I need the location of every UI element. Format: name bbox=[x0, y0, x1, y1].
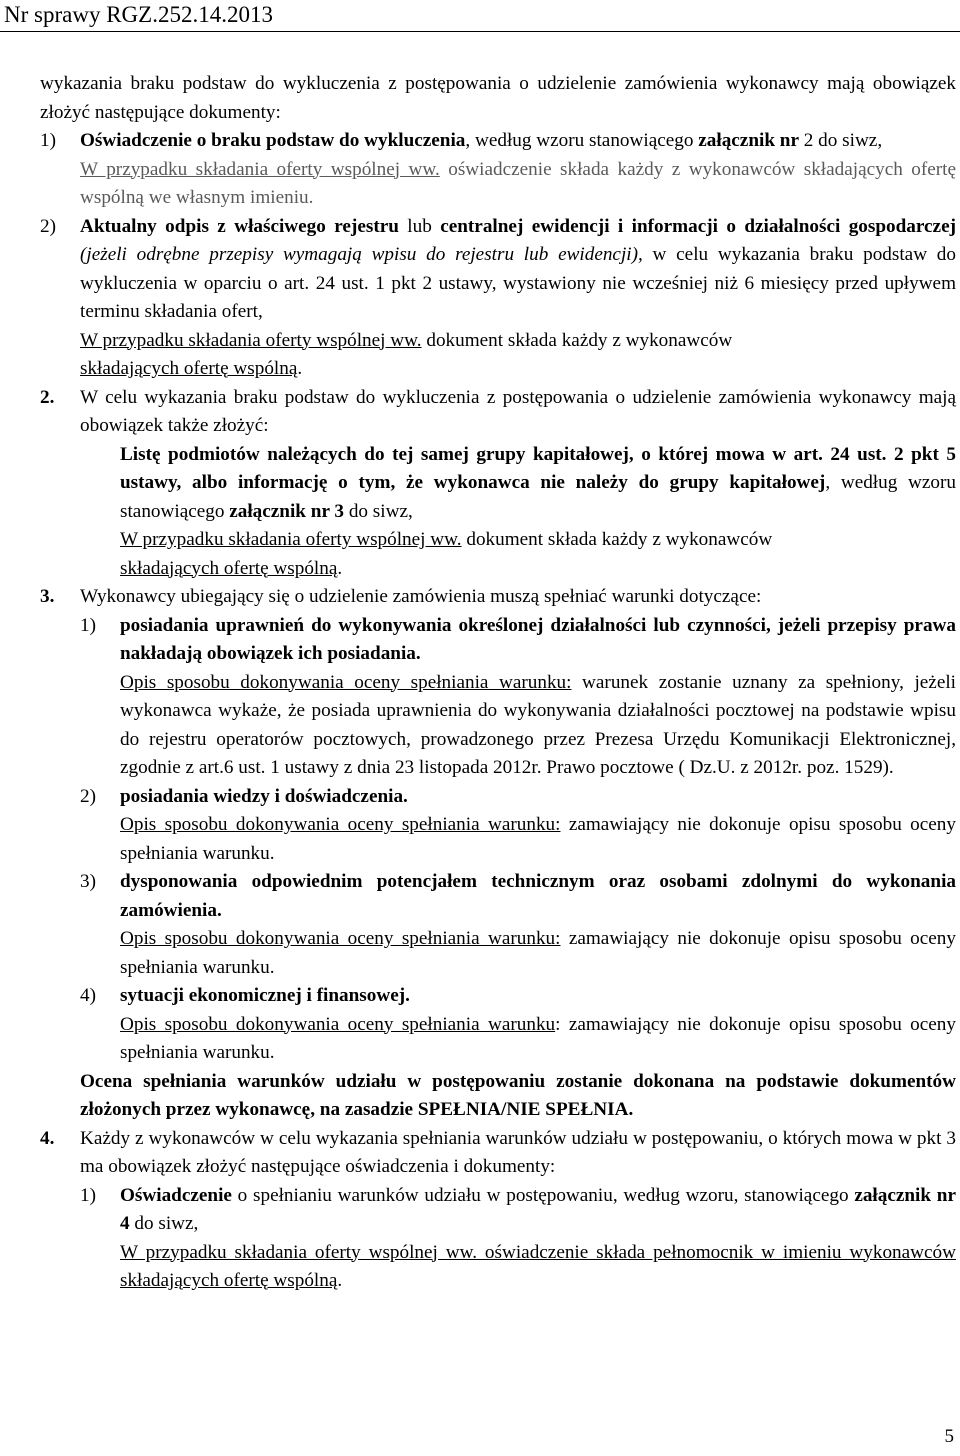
joint-offer-note: W przypadku składania oferty wspólnej ww. dokument składa każdy z wykonawców składających ofertę wspólną. bbox=[120, 529, 773, 579]
section-2: 2. W celu wykazania braku podstaw do wykluczenia z postępowania o udzielenie zamówienia wykonawcy mają obowiązek także złożyć: Listę podmiotów należących do tej samej grupy kapitałowej, o której mowa w art. 24 ust. 2 pkt 5 ustawy, albo informację o tym, że wykonawca nie należy do grupy kapitałowej, według wzoru stanowiącego załącznik nr 3 do siwz, W przypadku składania oferty wspólnej ww. dokument składa każdy z wykonawców składających ofertę wspólną. bbox=[40, 384, 956, 584]
item-number: 1) bbox=[40, 130, 56, 151]
section-number: 3. bbox=[40, 586, 55, 607]
list-item-1-2: 2) Aktualny odpis z właściwego rejestru lub centralnej ewidencji i informacji o działalności gospodarczej (jeżeli odrębne przepisy wymagają wpisu do rejestru lub ewidencji), w celu wykazania braku podstaw do wykluczenia w oparciu o art. 24 ust. 1 pkt 2 ustawy, wystawiony nie wcześniej niż 6 miesięcy przed upływem terminu składania ofert, W przypadku składania oferty wspólnej ww. dokument składa każdy z wykonawców składających ofertę wspólną. bbox=[40, 213, 956, 384]
condition-item-1: 1) posiadania uprawnień do wykonywania określonej działalności lub czynności, jeżeli przepisy prawa nakładają obowiązek ich posiadania. Opis sposobu dokonywania oceny spełniania warunku: warunek zostanie uznany za spełniony, jeżeli wykonawca wykaże, że posiada uprawnienia do wykonywania działalności pocztowej na podstawie wpisu do rejestru operatorów pocztowych, prowadzonego przez Prezesa Urzędu Komunikacji Elektronicznej, zgodnie z art.6 ust. 1 ustawy z dnia 23 listopada 2012r. Prawo pocztowe ( Dz.U. z 2012r. poz. 1529). bbox=[80, 614, 956, 778]
section-4: 4. Każdy z wykonawców w celu wykazania spełniania warunków udziału w postępowaniu, o których mowa w pkt 3 ma obowiązek złożyć następujące oświadczenia i dokumenty: 1) Oświadczenie o spełnianiu warunków udziału w postępowaniu, według wzoru, stanowiącego załącznik nr 4 do siwz, W przypadku składania oferty wspólnej ww. oświadczenie składa pełnomocnik w imieniu wykonawców składających ofertę wspólną. bbox=[40, 1125, 956, 1296]
item-title: Aktualny odpis z właściwego rejestru bbox=[80, 215, 399, 237]
document-item-1: 1) Oświadczenie o spełnianiu warunków udziału w postępowaniu, według wzoru, stanowiącego załącznik nr 4 do siwz, W przypadku składania oferty wspólnej ww. oświadczenie składa pełnomocnik w imieniu wykonawców składających ofertę wspólną. bbox=[80, 1182, 956, 1296]
page-number: 5 bbox=[944, 1426, 954, 1447]
joint-offer-note: W przypadku składania oferty wspólnej ww. oświadczenie składa pełnomocnik w imieniu wykonawców składających ofertę wspólną. bbox=[120, 1241, 956, 1291]
item-number: 2) bbox=[40, 215, 56, 237]
assessment-closing: Ocena spełniania warunków udziału w postępowaniu zostanie dokonana na podstawie dokumentów złożonych przez wykonawcę, na zasadzie SPEŁNIA/NIE SPEŁNIA. bbox=[80, 1070, 956, 1120]
list-item-1-1: 1) Oświadczenie o braku podstaw do wykluczenia, według wzoru stanowiącego załącznik nr 2 do siwz, W przypadku składania oferty wspólnej ww. oświadczenie składa każdy z wykonawców składających ofertę wspólną we własnym imieniu. bbox=[40, 127, 956, 213]
joint-offer-note: W przypadku składania oferty wspólnej ww. oświadczenie składa każdy z wykonawców składających ofertę wspólną we własnym imieniu. bbox=[80, 158, 956, 208]
intro-paragraph: wykazania braku podstaw do wykluczenia z postępowania o udzielenie zamówienia wykonawcy mają obowiązek złożyć następujące dokumenty: bbox=[40, 73, 956, 123]
section-number: 2. bbox=[40, 386, 55, 408]
case-number-header: Nr sprawy RGZ.252.14.2013 bbox=[4, 2, 273, 27]
section-3: 3. Wykonawcy ubiegający się o udzielenie zamówienia muszą spełniać warunki dotyczące: 1) posiadania uprawnień do wykonywania określonej działalności lub czynności, jeżeli przepisy prawa nakładają obowiązek ich posiadania. Opis sposobu dokonywania oceny spełniania warunku: warunek zostanie uznany za spełniony, jeżeli wykonawca wykaże, że posiada uprawnienia do wykonywania działalności pocztowej na podstawie wpisu do rejestru operatorów pocztowych, prowadzonego przez Prezesa Urzędu Komunikacji Elektronicznej, zgodnie z art.6 ust. 1 ustawy z dnia 23 listopada 2012r. Prawo pocztowe ( Dz.U. z 2012r. poz. 1529). 2) posiadania wiedzy i doświadczenia. Opis sposobu dokonywania oceny spełniania warunku: zamawiający nie dokonuje opisu sposobu oceny spełniania warunku. 3) dysponowania odpowiednim potencjałem technicznym oraz osobami zdolnymi do wykonania zamówienia. Opis sposobu dokonywania oceny spełniania warunku: zamawiający nie dokonuje opisu sposobu oceny spełniania warunku. 4) sytuacji ekonomicznej i finansowej. Opis sposobu dokonywania oceny spełniania warunku: zamawiający nie dokonuje opisu sposobu oceny spełniania warunku. Ocena spełniania warunków udziału w postępowaniu zostanie dokonana na podstawie dokumentów złożonych przez wykonawcę, na zasadzie SPEŁNIA/NIE SPEŁNIA. bbox=[40, 583, 956, 1125]
item-title: Oświadczenie o braku podstaw do wykluczenia bbox=[80, 130, 466, 151]
condition-item-2: 2) posiadania wiedzy i doświadczenia. Opis sposobu dokonywania oceny spełniania warunku: zamawiający nie dokonuje opisu sposobu oceny spełniania warunku. bbox=[80, 785, 956, 864]
condition-item-3: 3) dysponowania odpowiednim potencjałem technicznym oraz osobami zdolnymi do wykonania zamówienia. Opis sposobu dokonywania oceny spełniania warunku: zamawiający nie dokonuje opisu sposobu oceny spełniania warunku. bbox=[80, 871, 956, 978]
document-body bbox=[40, 70, 956, 1296]
header-divider bbox=[0, 31, 960, 32]
condition-item-4: 4) sytuacji ekonomicznej i finansowej. Opis sposobu dokonywania oceny spełniania warunku: zamawiający nie dokonuje opisu sposobu oceny spełniania warunku. bbox=[80, 985, 956, 1063]
joint-offer-note: W przypadku składania oferty wspólnej ww. dokument składa każdy z wykonawców składających ofertę wspólną. bbox=[80, 329, 733, 379]
section-number: 4. bbox=[40, 1127, 55, 1149]
